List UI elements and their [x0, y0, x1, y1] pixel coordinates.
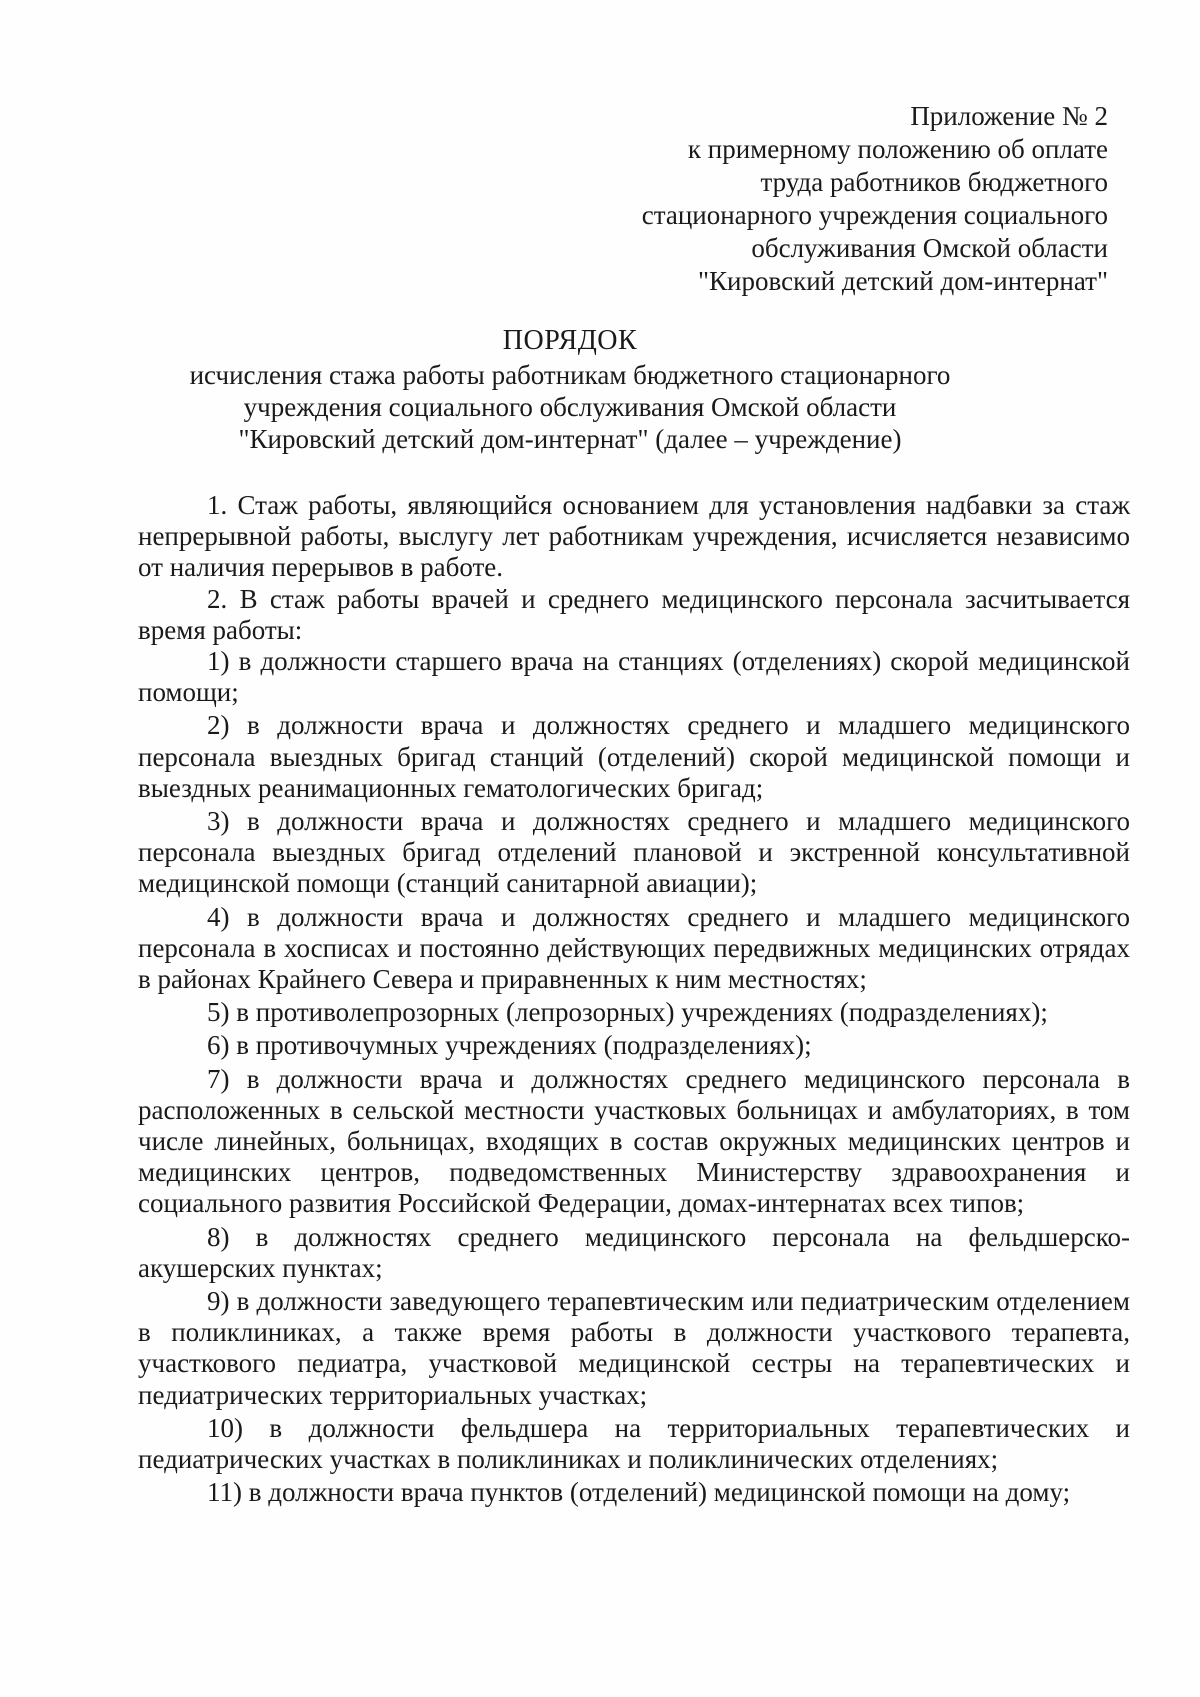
- list-item: 11) в должности врача пунктов (отделений) медицинской помощи на дому;: [207, 1477, 1071, 1508]
- appendix-line: труда работников бюджетного: [760, 167, 1108, 197]
- paragraph-1: 1. Стаж работы, являющийся основанием для установления надбавки за стаж непрерывной работы, выслугу лет работникам учреждения, исчисляется независимо от наличия перерывов в работе.: [138, 490, 1130, 583]
- document-subtitle: [140, 359, 1000, 455]
- list-item: 2) в должности врача и должностях среднего и младшего медицинского персонала выездных бригад станций (отделений) скорой медицинской помощи и выездных реанимационных гематологических бригад;: [138, 710, 1130, 803]
- list-item: 4) в должности врача и должностях среднего и младшего медицинского персонала в хосписах и постоянно действующих передвижных медицинских отрядах в районах Крайнего Севера и приравненных к ним местностях;: [138, 901, 1130, 995]
- list-item: 1) в должности старшего врача на станциях (отделениях) скорой медицинской помощи;: [138, 646, 1130, 708]
- appendix-line: стационарного учреждения социального: [641, 200, 1108, 230]
- subtitle-line: "Кировский детский дом-интернат" (далее – учреждение): [238, 424, 902, 454]
- document-body: [138, 490, 1130, 1511]
- appendix-header: [548, 100, 1108, 298]
- list-item: 9) в должности заведующего терапевтическим или педиатрическим отделением в поликлиниках, а также время работы в должности участкового терапевта, участкового педиатра, участковой медицинской сестры на терапевтических и педиатрических территориальных участках;: [138, 1286, 1130, 1410]
- appendix-line: Приложение № 2: [910, 101, 1108, 131]
- document-title: ПОРЯДОК: [502, 325, 638, 356]
- appendix-line: обслуживания Омской области: [751, 233, 1108, 263]
- paragraph-2: 2. В стаж работы врачей и среднего медицинского персонала засчитывается время работы:: [138, 583, 1130, 645]
- list-item: 8) в должностях среднего медицинского персонала на фельдшерско-акушерских пунктах;: [138, 1221, 1130, 1283]
- list-item: 3) в должности врача и должностях среднего и младшего медицинского персонала выездных бригад отделений плановой и экстренной консультативной медицинской помощи (станций санитарной авиации);: [138, 806, 1130, 899]
- list-item: 7) в должности врача и должностях среднего медицинского персонала в расположенных в сельской местности участковых больницах и амбулаториях, в том числе линейных, больницах, входящих в состав окружных медицинских центров и медицинских центров, подведомственных Министерству здравоохранения и социального развития Российской Федерации, домах-интернатах всех типов;: [138, 1063, 1130, 1219]
- subtitle-line: исчисления стажа работы работникам бюджетного стационарного: [189, 360, 951, 390]
- subtitle-line: учреждения социального обслуживания Омской области: [243, 392, 897, 422]
- appendix-line: к примерному положению об оплате: [687, 134, 1108, 164]
- appendix-line: "Кировский детский дом-интернат": [698, 266, 1108, 296]
- title-block: [140, 325, 1000, 455]
- list-item: 5) в противолепрозорных (лепрозорных) учреждениях (подразделениях);: [207, 997, 1048, 1028]
- list-item: 10) в должности фельдшера на территориальных терапевтических и педиатрических участках в поликлиниках и поликлинических отделениях;: [138, 1412, 1130, 1475]
- list-item: 6) в противочумных учреждениях (подразделениях);: [207, 1030, 812, 1061]
